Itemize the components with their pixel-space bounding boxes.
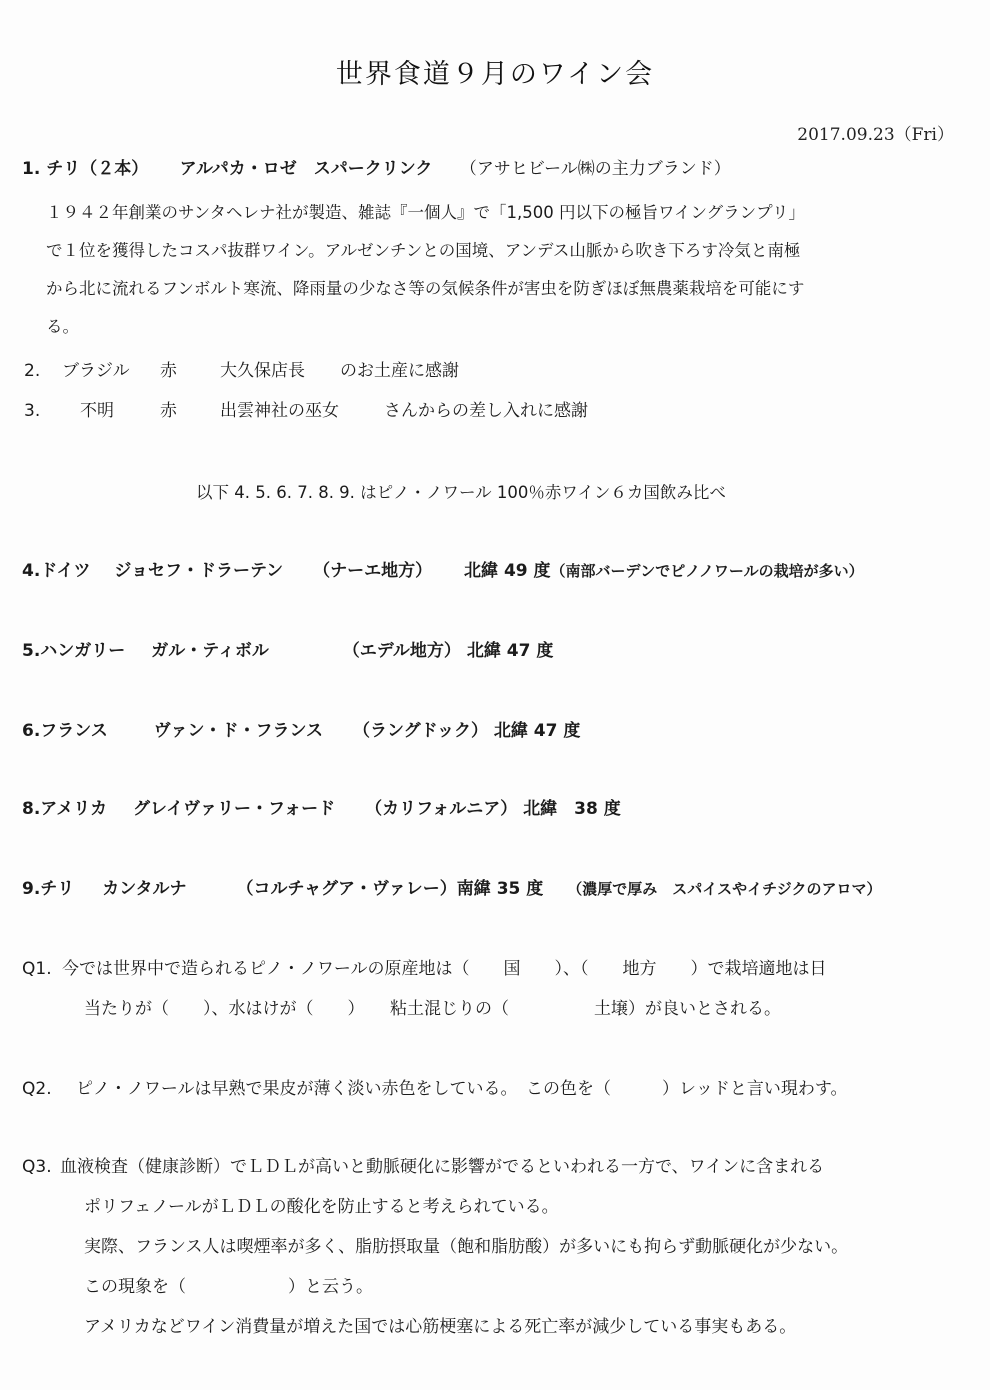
wine-row — [22, 720, 580, 742]
item-2-color: 赤 — [160, 361, 177, 381]
wine-country: ハンガリー — [40, 641, 126, 661]
wine-num: 8. — [22, 799, 41, 819]
wine-country: アメリカ — [40, 799, 108, 819]
page-title: 世界食道９月のワイン会 — [335, 59, 655, 90]
wine-note: （濃厚で厚み スパイスやイチジクのアロマ） — [567, 880, 882, 898]
item-1-desc-line-1: １９４２年創業のサンタヘレナ社が製造、雑誌『一個人』で「1,500 円以下の極旨ワイングランプリ」 — [46, 203, 806, 222]
question-3-label: Q3. — [22, 1157, 52, 1177]
wine-num: 4. — [22, 561, 41, 581]
wine-country: フランス — [40, 721, 108, 741]
wine-row — [22, 878, 881, 900]
wine-country: ドイツ — [40, 561, 91, 581]
wine-latitude: 北緯 47 度 — [466, 641, 554, 661]
item-3-thanks: さんからの差し入れに感謝 — [384, 401, 588, 421]
item-3-color: 赤 — [160, 401, 177, 421]
item-1-num: 1. チリ（２本） — [22, 159, 149, 179]
item-2-thanks: のお土産に感謝 — [340, 361, 459, 381]
wine-latitude: 南緯 35 度 — [456, 879, 544, 899]
wine-num: 6. — [22, 721, 41, 741]
item-3-num: 3. — [24, 401, 41, 421]
item-2-num: 2. — [24, 361, 41, 381]
question-2-text: ピノ・ノワールは早熟で果皮が薄く淡い赤色をしている。 この色を（ ）レッドと言い現わす。 — [76, 1079, 848, 1099]
question-3-line-3: 実際、フランス人は喫煙率が多く、脂肪摂取量（飽和脂肪酸）が多いにも拘らず動脈硬化が少ない。 — [84, 1237, 849, 1257]
item-1-desc-line-3: から北に流れるフンボルト寒流、降雨量の少なさ等の気候条件が害虫を防ぎほぼ無農薬栽培を可能にす — [46, 279, 805, 298]
question-3-line-1: 血液検査（健康診断）でＬＤＬが高いと動脈硬化に影響がでるといわれる一方で、ワインに含まれる — [60, 1157, 825, 1177]
wine-row — [22, 798, 621, 820]
wine-country: チリ — [40, 879, 75, 899]
question-3-line-4: この現象を（ ）と云う。 — [84, 1277, 373, 1297]
item-2-country: ブラジル — [62, 361, 130, 381]
question-1-line-2: 当たりが（ ）、水はけが（ ） 粘土混じりの（ 土壌）が良いとされる。 — [84, 999, 781, 1019]
item-1-name: アルパカ・ロゼ スパークリンク — [179, 159, 433, 179]
wine-num: 5. — [22, 641, 41, 661]
wine-latitude: 北緯 38 度 — [523, 799, 621, 819]
wine-name: カンタルナ — [102, 879, 187, 899]
wine-note: （南部バーデンでピノノワールの栽培が多い） — [550, 562, 864, 580]
wine-region: （ナーエ地方） — [313, 561, 433, 581]
wine-name: ヴァン・ド・フランス — [153, 721, 324, 741]
item-1-note: （アサヒビール㈱の主力ブランド） — [459, 159, 731, 179]
pinot-intro: 以下 4. 5. 6. 7. 8. 9. はピノ・ノワール 100％赤ワイン６カ国飲み比べ — [196, 483, 726, 502]
item-1-desc-line-4: る。 — [46, 317, 79, 336]
question-1-label: Q1. — [22, 959, 52, 979]
event-date: 2017.09.23（Fri） — [797, 125, 954, 145]
wine-latitude: 北緯 47 度 — [493, 721, 581, 741]
item-1-desc-line-2: で１位を獲得したコスパ抜群ワイン。アルゼンチンとの国境、アンデス山脈から吹き下ろす冷気と南極 — [46, 241, 801, 260]
item-3-person: 出雲神社の巫女 — [220, 401, 339, 421]
wine-region: （カリフォルニア） — [365, 799, 518, 819]
item-1-header — [22, 158, 731, 180]
question-2-label: Q2. — [22, 1079, 52, 1099]
wine-row — [22, 560, 864, 582]
wine-row — [22, 640, 553, 662]
wine-region: （ラングドック） — [352, 721, 488, 741]
wine-num: 9. — [22, 879, 41, 899]
wine-name: ジョセフ・ドラーテン — [114, 561, 284, 581]
question-1-line-1: 今では世界中で造られるピノ・ノワールの原産地は（ 国 ）、（ 地方 ）で栽培適地は日 — [62, 959, 827, 979]
wine-name: グレイヴァリー・フォード — [133, 799, 336, 819]
wine-region: （コルチャグア・ヴァレー） — [236, 879, 457, 899]
question-3-line-2: ポリフェノールがＬＤＬの酸化を防止すると考えられている。 — [84, 1197, 559, 1217]
item-2-person: 大久保店長 — [220, 361, 305, 381]
wine-name: ガル・ティボル — [151, 641, 269, 661]
item-3-country: 不明 — [80, 401, 114, 421]
question-3-line-5: アメリカなどワイン消費量が増えた国では心筋梗塞による死亡率が減少している事実もある。 — [84, 1317, 797, 1337]
wine-region: （エデル地方） — [342, 641, 461, 661]
wine-latitude: 北緯 49 度 — [464, 561, 551, 581]
